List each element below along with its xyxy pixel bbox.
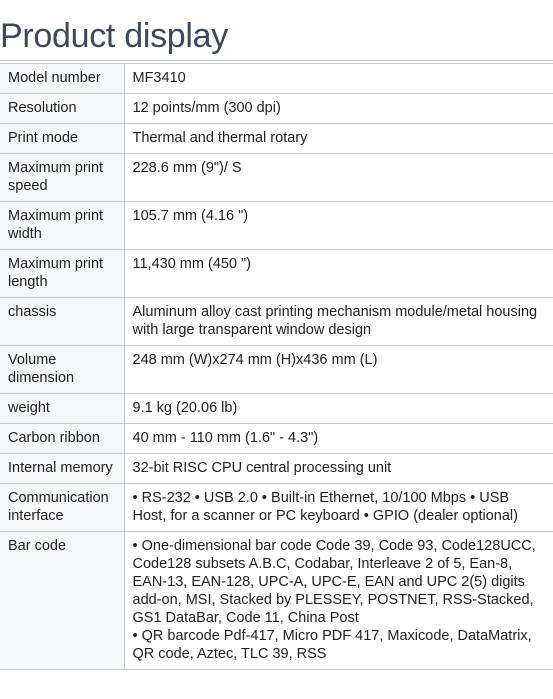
spec-value: 12 points/mm (300 dpi) bbox=[124, 94, 553, 124]
spec-value: • RS-232 • USB 2.0 • Built-in Ethernet, 10/100 Mbps • USB Host, for a scanner or PC keyboard • GPIO (dealer optional) bbox=[124, 484, 553, 532]
spec-label: Maximum print width bbox=[0, 202, 124, 250]
spec-value: 40 mm - 110 mm (1.6" - 4.3") bbox=[124, 424, 553, 454]
spec-label: Maximum print length bbox=[0, 250, 124, 298]
table-row bbox=[0, 346, 553, 394]
table-row bbox=[0, 94, 553, 124]
spec-value: 248 mm (W)x274 mm (H)x436 mm (L) bbox=[124, 346, 553, 394]
page-title: Product display bbox=[0, 17, 228, 55]
spec-label: Carbon ribbon bbox=[0, 424, 124, 454]
spec-value: 32-bit RISC CPU central processing unit bbox=[124, 454, 553, 484]
spec-label: Resolution bbox=[0, 94, 124, 124]
spec-label: Bar code bbox=[0, 532, 124, 670]
spec-label: weight bbox=[0, 394, 124, 424]
spec-label: Maximum print speed bbox=[0, 154, 124, 202]
spec-value: Aluminum alloy cast printing mechanism module/metal housing with large transparent window design bbox=[124, 298, 553, 346]
table-row bbox=[0, 394, 553, 424]
spec-value: Thermal and thermal rotary bbox=[124, 124, 553, 154]
table-row bbox=[0, 202, 553, 250]
spec-value: 9.1 kg (20.06 lb) bbox=[124, 394, 553, 424]
table-row bbox=[0, 298, 553, 346]
table-row bbox=[0, 424, 553, 454]
title-divider bbox=[0, 60, 553, 61]
spec-label: Model number bbox=[0, 64, 124, 94]
spec-value: • One-dimensional bar code Code 39, Code 93, Code128UCC, Code128 subsets A.B.C, Codabar, Interleave 2 of 5, Ean-8, EAN-13, EAN-128, UPC-A, UPC-E, EAN and UPC 2(5) digits add-on, MSI, Stacked by PLESSEY, POSTNET, RSS-Stacked, GS1 DataBar, Code 11, China Post • QR barcode Pdf-417, Micro PDF 417, Maxicode, DataMatrix, QR code, Aztec, TLC 39, RSS bbox=[124, 532, 553, 670]
spec-label: Internal memory bbox=[0, 454, 124, 484]
spec-table bbox=[0, 63, 553, 670]
spec-value: 228.6 mm (9")/ S bbox=[124, 154, 553, 202]
spec-label: Print mode bbox=[0, 124, 124, 154]
spec-value: MF3410 bbox=[124, 64, 553, 94]
table-row bbox=[0, 532, 553, 670]
spec-label: Communication interface bbox=[0, 484, 124, 532]
table-row bbox=[0, 154, 553, 202]
table-row bbox=[0, 250, 553, 298]
table-row bbox=[0, 484, 553, 532]
spec-label: chassis bbox=[0, 298, 124, 346]
table-row bbox=[0, 454, 553, 484]
spec-value: 105.7 mm (4.16 ") bbox=[124, 202, 553, 250]
table-row bbox=[0, 124, 553, 154]
table-row bbox=[0, 64, 553, 94]
spec-label: Volume dimension bbox=[0, 346, 124, 394]
spec-value: 11,430 mm (450 ") bbox=[124, 250, 553, 298]
